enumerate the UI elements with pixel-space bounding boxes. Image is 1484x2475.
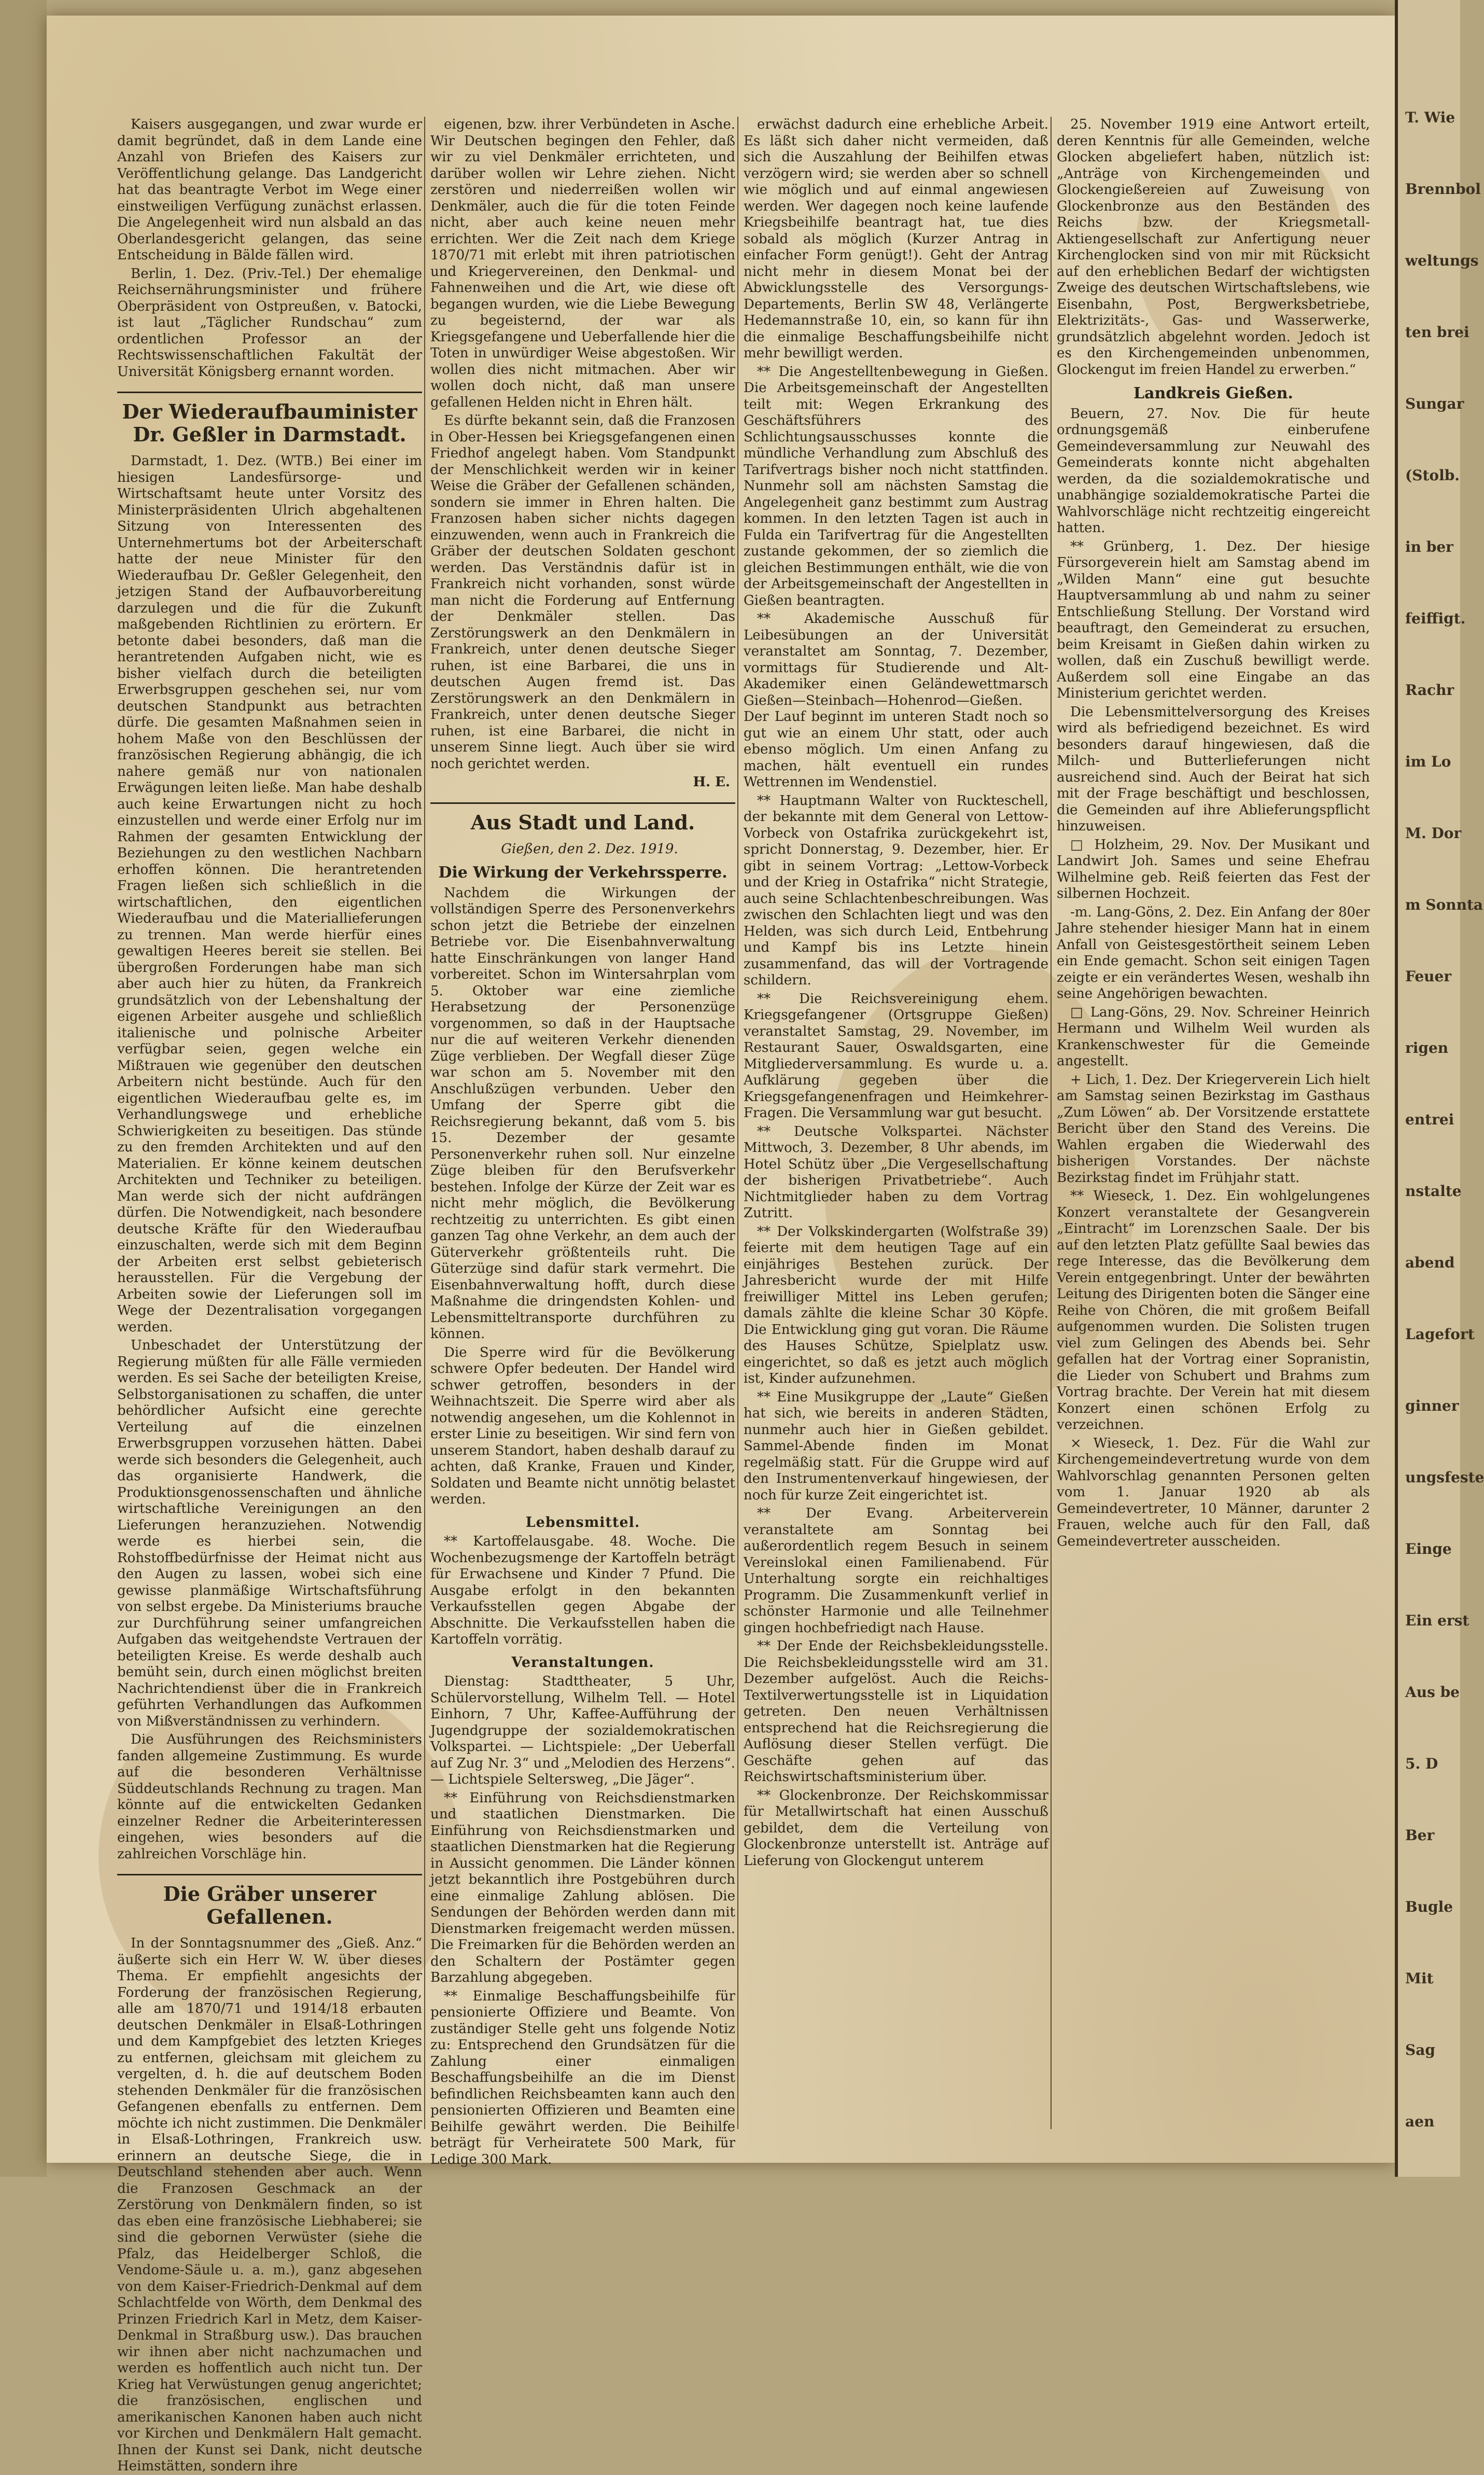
- adjacent-text-fragment: abend: [1405, 1254, 1455, 1271]
- adjacent-text-fragment: m Sonnta: [1405, 896, 1483, 913]
- article-paragraph: ** Kartoffelausgabe. 48. Woche. Die Wochenbezugsmenge der Kartoffeln beträgt für Erwachsene und Kinder 7 Pfund. Die Ausgabe erfolgt in den bekannten Verkaufsstellen gegen Abgabe der Abschnitte. Die Verkaufsstellen haben die Kartoffeln vorrätig.: [430, 1534, 735, 1647]
- article-paragraph: ** Deutsche Volkspartei. Nächster Mittwoch, 3. Dezember, 8 Uhr abends, im Hotel Schütz über „Die Vergesellschaftung der bisherigen Privatbetriebe“. Auch Nichtmitglieder haben zu dem Vortrag Zutritt.: [744, 1123, 1048, 1221]
- adjacent-text-fragment: Aus be: [1405, 1684, 1460, 1701]
- adjacent-text-fragment: ungsfeste: [1405, 1469, 1484, 1486]
- subsection-heading: Veranstaltungen.: [511, 1654, 654, 1671]
- article-paragraph: ** Akademische Ausschuß für Leibesübungen an der Universität veranstaltet am Sonntag, 7. Dezember, vormittags für Studierende und Alt-Akademiker einen Geländewettmarsch Gießen—Steinbach—Hohenrod—Gießen. Der Lauf beginnt im unteren Stadt noch so gut wie an einem Uhr statt, oder auch ebenso möglich. Um einen Anfang zu machen, hält eventuell ein rundes Wettrennen im Wendenstiel.: [744, 611, 1048, 790]
- adjacent-text-fragment: Mit: [1405, 1970, 1434, 1987]
- article-paragraph: -m. Lang-Göns, 2. Dez. Ein Anfang der 80er Jahre stehender hiesiger Mann hat in einem Anfall von Geistesgestörtheit seinem Leben ein Ende gemacht. Schon seit einigen Tagen zeigte er ein verändertes Wesen, weshalb ihn seine Angehörigen bewachten.: [1057, 904, 1370, 1002]
- adjacent-text-fragment: ginner: [1405, 1397, 1459, 1414]
- article-paragraph: □ Lang-Göns, 29. Nov. Schreiner Heinrich Hermann und Wilhelm Weil wurden als Krankenschwester für die Gemeinde angestellt.: [1057, 1004, 1370, 1069]
- adjacent-text-fragment: nstalte: [1405, 1183, 1462, 1200]
- adjacent-text-fragment: Lagefort: [1405, 1326, 1475, 1343]
- article-paragraph: ** Hauptmann Walter von Ruckteschell, der bekannte mit dem General von Lettow-Vorbeck von Ostafrika zurückgekehrt ist, spricht Donnerstag, 9. Dezember, hier. Er gibt in seinem Vortrag: „Lettow-Vorbeck und der Krieg in Ostafrika“ nicht Strategie, auch seine Schlachtenbeschreibungen. Was zwischen den Schlachten liegt und was den Helden, was sich durch Leid, Entbehrung und Kampf bis ins Letzte hinein zusammenfand, das will der Vortragende schildern.: [744, 792, 1048, 988]
- column-3: [744, 117, 1048, 2129]
- article-paragraph: ** Einmalige Beschaffungsbeihilfe für pensionierte Offiziere und Beamte. Von zuständiger Stelle geht uns folgende Notiz zu: Entsprechend den Grundsätzen für die Zahlung einer einmaligen Beschaffungsbeihilfe an die im Dienst befindlichen Reichsbeamten kann auch den pensionierten Offizieren und Beamten eine Beihilfe gewährt werden. Die Beihilfe beträgt für Verheiratete 500 Mark, für Ledige 300 Mark.: [430, 1988, 735, 2167]
- article-headline: Landkreis Gießen.: [1133, 384, 1293, 402]
- column-4: [1057, 117, 1370, 2129]
- adjacent-text-fragment: ten brei: [1405, 324, 1469, 341]
- article-paragraph: ** Wieseck, 1. Dez. Ein wohlgelungenes Konzert veranstaltete der Gesangverein „Eintracht“ im Lorenzschen Saale. Der bis auf den letzten Platz gefüllte Saal bewies das rege Interesse, das die Bevölkerung dem Verein entgegenbringt. Unter der bewährten Leitung des Dirigenten boten die Sänger eine Reihe von Chören, die mit großem Beifall aufgenommen wurden. Die Solisten trugen viel zum Gelingen des Abends bei. Sehr gefallen hat der Vortrag einer Sopranistin, die Lieder von Schubert und Brahms zum Vortrag brachte. Der Verein hat mit diesem Konzert einen schönen Erfolg zu verzeichnen.: [1057, 1188, 1370, 1433]
- article-paragraph: erwächst dadurch eine erhebliche Arbeit. Es läßt sich daher nicht vermeiden, daß sich die Auszahlung der Beihilfen etwas verzögern wird; sie werden aber so schnell wie möglich und auf einmal angewiesen werden. Wer dagegen noch keine laufende Kriegsbeihilfe beantragt hat, tue dies sobald als möglich (Kurzer Antrag in einfacher Form genügt!). Geht der Antrag nicht mehr in diesem Monat bei der Abwicklungsstelle des Versorgungs-Departements, Berlin SW 48, Verlängerte Hedemannstraße 10, ein, so kann für ihn die einmalige Beschaffungsbeihilfe nicht mehr bewilligt werden.: [744, 117, 1048, 361]
- adjacent-text-fragment: im Lo: [1405, 753, 1451, 770]
- adjacent-text-fragment: in ber: [1405, 538, 1453, 555]
- adjacent-text-fragment: Bugle: [1405, 1898, 1453, 1915]
- author-signature: H. E.: [693, 774, 730, 790]
- adjacent-text-fragment: rigen: [1405, 1039, 1449, 1056]
- article-paragraph: Dienstag: Stadttheater, 5 Uhr, Schülervorstellung, Wilhelm Tell. — Hotel Einhorn, 7 Uhr, Kaffee-Aufführung der Jugendgruppe der sozialdemokratischen Volkspartei. — Lichtspiele: „Der Ueberfall auf Zug Nr. 3“ und „Melodien des Herzens“. — Lichtspiele Seltersweg, „Die Jäger“.: [430, 1674, 735, 1787]
- adjacent-text-fragment: Feuer: [1405, 968, 1452, 985]
- adjacent-text-fragment: Sungar: [1405, 395, 1464, 412]
- adjacent-text-fragment: T. Wie: [1405, 109, 1455, 126]
- article-paragraph: Nachdem die Wirkungen der vollständigen Sperre des Personenverkehrs schon jetzt die Betriebe der einzelnen Betriebe vor. Die Eisenbahnverwaltung hatte Einschränkungen von langer Hand vorbereitet. Schon im Wintersahrplan vom 5. Oktober war eine ziemliche Herabsetzung der Personenzüge vorgenommen, so daß in der Hauptsache nur die auf weiteren Verkehr dienenden Züge verblieben. Der Wegfall dieser Züge war schon am 5. November mit den Anschlußzügen verbunden. Ueber den Umfang der Sperre gibt die Reichsregierung bekannt, daß vom 5. bis 15. Dezember der gesamte Personenverkehr ruhen soll. Nur einzelne Züge bleiben für den Berufsverkehr bestehen. Infolge der Kürze der Zeit war es nicht mehr möglich, die Bevölkerung rechtzeitig zu unterrichten. Es gibt einen ganzen Tag ohne Verkehr, an dem auch der Güterverkehr größtenteils ruht. Die Güterzüge sind dafür stark vermehrt. Die Eisenbahnverwaltung hofft, durch diese Maßnahme die dringendsten Kohlen- und Lebensmitteltransporte durchführen zu können.: [430, 885, 735, 1342]
- article-paragraph: ** Glockenbronze. Der Reichskommissar für Metallwirtschaft hat einen Ausschuß gebildet, dem die Verteilung von Glockenbronze unterstellt ist. Anträge auf Lieferung von Glockengut unterem: [744, 1787, 1048, 1869]
- adjacent-text-fragment: feiffigt.: [1405, 610, 1466, 627]
- section-headline: Der Wiederaufbauminister Dr. Geßler in Darmstadt.: [117, 392, 422, 446]
- column-rule: [737, 117, 738, 2129]
- adjacent-text-fragment: Rachr: [1405, 682, 1454, 699]
- article-paragraph: Es dürfte bekannt sein, daß die Franzosen in Ober-Hessen bei Kriegsgefangenen einen Friedhof angelegt haben. Vom Standpunkt der Menschlichkeit werden wir in keiner Weise die Gräber der Gefallenen schänden, sondern sie immer in Ehren halten. Die Franzosen haben sicher nichts dagegen einzuwenden, wenn auch in Frankreich die Gräber der deutschen Soldaten geschont werden. Das Verständnis dafür ist in Frankreich nicht vorhanden, sonst würde man nicht die Forderung auf Entfernung der Denkmäler stellen. Das Zerstörungswerk an den Denkmälern in Frankreich, unter denen deutsche Sieger ruhen, ist eine Barbarei, die uns in deutschen Augen fremd ist. Das Zerstörungswerk an den Denkmälern in Frankreich, unter denen deutsche Sieger ruhen, ist eine Barbarei, die nicht in unserem Sinne liegt. Auch über sie wird noch gerichtet werden.: [430, 413, 735, 772]
- subsection-heading: Lebensmittel.: [525, 1514, 640, 1531]
- article-paragraph: Beuern, 27. Nov. Die für heute ordnungsgemäß einberufene Gemeindeversammlung zur Neuwahl des Gemeinderats konnte nicht abgehalten werden, da die sozialdemokratische und unabhängige sozialdemokratische Partei die Wahlvorschläge nicht rechtzeitig eingereicht hatten.: [1057, 406, 1370, 536]
- article-paragraph: ** Die Angestelltenbewegung in Gießen. Die Arbeitsgemeinschaft der Angestellten teilt mit: Wegen Erkrankung des Geschäftsführers des Schlichtungsausschusses konnte die mündliche Verhandlung zum Abschluß des Tarifvertrags bisher noch nicht stattfinden. Nunmehr soll am nächsten Samstag die Angelegenheit ganz bestimmt zum Austrag kommen. In den letzten Tagen ist auch in Fulda ein Tarifvertrag für die Angestellten zustande gekommen, der so ziemlich die gleichen Bestimmungen enthält, wie die von der Arbeitsgemeinschaft der Angestellten in Gießen beantragten.: [744, 364, 1048, 608]
- article-paragraph: ** Der Volkskindergarten (Wolfstraße 39) feierte mit dem heutigen Tage auf ein einjähriges Bestehen zurück. Der Jahresbericht wurde der mit Hilfe freiwilliger Mittel ins Leben gerufen; damals zählte die kleine Schar 30 Köpfe. Die Entwicklung ging gut voran. Die Räume des Hauses Schütze, Spielplatz usw. eingerichtet, so daß es jetzt auch möglich ist, Kinder aufzunehmen.: [744, 1223, 1048, 1386]
- article-paragraph: Die Sperre wird für die Bevölkerung schwere Opfer bedeuten. Der Handel wird schwer getroffen, besonders in der Weihnachtszeit. Die Sperre wird aber als notwendig angesehen, um die Kohlennot in erster Linie zu beseitigen. Wir sind fern von unserem Standort, haben deshalb darauf zu achten, daß Kranke, Frauen und Kinder, Soldaten und Beamte nicht unnötig belastet werden.: [430, 1344, 735, 1507]
- article-paragraph: In der Sonntagsnummer des „Gieß. Anz.“ äußerte sich ein Herr W. W. über dieses Thema. Er empfiehlt angesichts der Forderung der französischen Regierung, alle am 1870/71 und 1914/18 erbauten deutschen Denkmäler in Elsaß-Lothringen und dem Kampfgebiet des letzten Krieges zu entfernen, gleichsam mit gleichem zu vergelten, d. h. die auf deutschem Boden stehenden Denkmäler für die französischen Gefangenen ebenfalls zu entfernen. Dem möchte ich nicht zustimmen. Die Denkmäler in Elsaß-Lothringen, Frankreich usw. erinnern an deutsche Siege, die in Deutschland stehenden aber auch. Wenn die Franzosen Geschmack an der Zerstörung von Denkmälern finden, so ist das eben eine französische Liebhaberei; sie sind die gebornen Verwüster (siehe die Pfalz, das Heidelberger Schloß, die Vendome-Säule u. a. m.), ganz abgesehen von dem Kaiser-Friedrich-Denkmal auf dem Schlachtfelde von Wörth, dem Denkmal des Prinzen Friedrich Karl in Metz, dem Kaiser-Denkmal in Straßburg usw.). Das brauchen wir ihnen aber nicht nachzumachen und werden es hoffentlich auch nicht tun. Der Krieg hat Verwüstungen genug angerichtet; die französischen, englischen und amerikanischen Kanonen haben auch nicht vor Kirchen und Denkmälern Halt gemacht. Ihnen der Kunst sei Dank, nicht deutsche Heimstätten, sondern ihre: [117, 1936, 422, 2474]
- article-paragraph: Kaisers ausgegangen, und zwar wurde er damit begründet, daß in dem Lande eine Anzahl von Briefen des Kaisers zur Veröffentlichung gelange. Das Landgericht hat das beantragte Verbot im Wege einer einstweiligen Verfügung zunächst erlassen. Die Angelegenheit wird nun alsbald an das Oberlandesgericht gelangen, das seine Entscheidung in Bälde fällen wird.: [117, 117, 422, 263]
- scan-left-margin: [0, 0, 47, 2177]
- article-paragraph: ** Der Ende der Reichsbekleidungsstelle. Die Reichsbekleidungsstelle wird am 31. Dezember aufgelöst. Auch die Reichs-Textilverwertungsstelle ist in Liquidation getreten. Den neuen Verhältnissen entsprechend hat die Reichsregierung die Auflösung dieser Stellen verfügt. Die Geschäfte gehen auf das Reichswirtschaftsministerium über.: [744, 1638, 1048, 1785]
- column-2: [430, 117, 735, 2167]
- article-paragraph: Unbeschadet der Unterstützung der Regierung müßten für alle Fälle vermieden werden. Es sei Sache der beteiligten Kreise, Selbstorganisationen zu schaffen, die unter behördlicher Aufsicht eine gerechte Verteilung auf die einzelnen Erwerbsgruppen vorzusehen hätten. Dabei werde sich besonders die Gelegenheit, auch das organisierte Handwerk, die Produktionsgenossenschaften und ähnliche wirtschaftliche Vereinigungen an den Lieferungen heranzuziehen. Notwendig werde es hierbei sein, die Rohstoffbedürfnisse der Heimat nicht aus den Augen zu lassen, wobei sich eine gewisse planmäßige Wirtschaftsführung von selbst ergebe. Da Ministeriums brauche zur Durchführung seiner umfangreichen Aufgaben das weitgehendste Vertrauen der beteiligten Kreise. Es werde deshalb auch bemüht sein, durch einen möglichst breiten Nachrichtendienst über die in Frankreich geführten Verhandlungen das Aufkommen von Mißverständnissen zu verhindern.: [117, 1338, 422, 1729]
- article-paragraph: Die Ausführungen des Reichsministers fanden allgemeine Zustimmung. Es wurde auf die besonderen Verhältnisse Süddeutschlands Rechnung zu tragen. Man könnte auf die entwickelten Gedanken einzelner Redner die Arbeiterinteressen eingehen, wies besonders auf die zahlreichen Vorschläge hin.: [117, 1732, 422, 1862]
- article-paragraph: + Lich, 1. Dez. Der Kriegerverein Lich hielt am Samstag seinen Bezirkstag im Gasthaus „Zum Löwen“ ab. Der Vorsitzende erstattete Bericht über den Stand des Vereins. Die Wahlen ergaben die Wiederwahl des bisherigen Vorstandes. Der nächste Bezirkstag findet im Frühjahr statt.: [1057, 1072, 1370, 1186]
- column-1: [117, 117, 422, 2474]
- adjacent-text-fragment: Sag: [1405, 2041, 1435, 2059]
- column-rule: [424, 117, 425, 2129]
- article-paragraph: ** Die Reichsvereinigung ehem. Kriegsgefangener (Ortsgruppe Gießen) veranstaltet Samstag, 29. November, im Restaurant Sauer, Oswaldsgarten, eine Mitgliederversammlung. Es wurde u. a. Aufklärung gegeben über die Kriegsgefangenenfragen und Heimkehrer-Fragen. Die Versammlung war gut besucht.: [744, 991, 1048, 1121]
- adjacent-text-fragment: weltungs: [1405, 252, 1479, 269]
- article-paragraph: Die Lebensmittelversorgung des Kreises wird als befriedigend bezeichnet. Es wird besonders darauf hingewiesen, daß die Milch- und Butterlieferungen nicht ausreichend sind. Auch der Beirat hat sich mit der Frage beschäftigt und beschlossen, die Gemeinden auf ihre Ablieferungspflicht hinzuweisen.: [1057, 704, 1370, 834]
- article-paragraph: ** Eine Musikgruppe der „Laute“ Gießen hat sich, wie bereits in anderen Städten, nunmehr auch hier in Gießen gebildet. Sammel-Abende finden im Monat regelmäßig statt. Für die Gruppe wird auf den Instrumentenverkauf hingewiesen, der noch für kurze Zeit eingerichtet ist.: [744, 1389, 1048, 1503]
- article-paragraph: Berlin, 1. Dez. (Priv.-Tel.) Der ehemalige Reichsernährungsminister und frühere Oberpräsident von Ostpreußen, v. Batocki, ist laut „Täglicher Rundschau“ zum ordentlichen Professor an der Rechtswissenschaftlichen Fakultät der Universität Königsberg ernannt worden.: [117, 266, 422, 380]
- adjacent-text-fragment: 5. D: [1405, 1755, 1438, 1772]
- column-rule: [1051, 117, 1052, 2129]
- adjacent-text-fragment: entrei: [1405, 1111, 1454, 1128]
- article-paragraph: □ Holzheim, 29. Nov. Der Musikant und Landwirt Joh. Sames und seine Ehefrau Wilhelmine geb. Reiß feierten das Fest der silbernen Hochzeit.: [1057, 837, 1370, 901]
- section-headline: Die Gräber unserer Gefallenen.: [117, 1874, 422, 1928]
- article-paragraph: ** Grünberg, 1. Dez. Der hiesige Fürsorgeverein hielt am Samstag abend im „Wilden Mann“ eine gut besuchte Hauptversammlung ab und nahm zu seiner Entschließung Stellung. Der Vorstand wird beauftragt, den Gemeinderat zu ersuchen, beim Kreisamt in Gießen dahin wirken zu wollen, daß ein Zuschuß bewilligt werde. Außerdem soll eine Eingabe an das Ministerium gerichtet werden.: [1057, 538, 1370, 701]
- adjacent-text-fragment: aen: [1405, 2113, 1435, 2130]
- adjacent-text-fragment: Ber: [1405, 1827, 1435, 1844]
- adjacent-page-strip: [1395, 0, 1484, 2177]
- adjacent-text-fragment: M. Dor: [1405, 825, 1462, 842]
- adjacent-text-fragment: (Stolb.: [1405, 467, 1460, 484]
- article-paragraph: ** Der Evang. Arbeiterverein veranstaltete am Sonntag bei außerordentlich regem Besuch in seinem Vereinslokal einen Familienabend. Für Unterhaltung sorgte ein reichhaltiges Programm. Die Zusammenkunft verlief in schönster Harmonie und alle Teilnehmer gingen hochbefriedigt nach Hause.: [744, 1506, 1048, 1636]
- article-headline: Die Wirkung der Verkehrssperre.: [438, 864, 727, 882]
- adjacent-text-fragment: Einge: [1405, 1540, 1452, 1558]
- article-paragraph: × Wieseck, 1. Dez. Für die Wahl zur Kirchengemeindevertretung wurde von dem Wahlvorschlag genannten Personen gelten vom 1. Januar 1920 ab als Gemeindevertreter, 10 Männer, darunter 2 Frauen, welche auch für den Fall, daß Gemeindevertreter ausscheiden.: [1057, 1435, 1370, 1549]
- adjacent-text-fragment: Ein erst: [1405, 1612, 1469, 1629]
- dateline: Gießen, den 2. Dez. 1919.: [501, 841, 678, 857]
- article-paragraph: Darmstadt, 1. Dez. (WTB.) Bei einer im hiesigen Landesfürsorge- und Wirtschaftsamt heute unter Vorsitz des Ministerpräsidenten Ulrich abgehaltenen Sitzung von Interessenten des Unternehmertums bot der Arbeiterschaft hatte der neue Minister für den Wiederaufbau Dr. Geßler Gelegenheit, den jetzigen Stand der Aufbauvorbereitung darzulegen und die für die Zukunft maßgebenden Richtlinien zu erörtern. Er betonte dabei besonders, daß man die herantretenden Aufgaben nicht, wie es bisher vielfach durch die beteiligten Erwerbsgruppen geschehen sei, nur vom deutschen Standpunkt aus betrachten dürfe. Die gesamten Maßnahmen seien in hohem Maße von den Beschlüssen der französischen Regierung abhängig, die ich nahere gemäß nur von nationalen Erwägungen leiten ließe. Man habe deshalb auch keine Erwartungen nicht zu hoch einzustellen und werde einer Erfolg nur im Rahmen der gesamten Entwicklung der Beziehungen zu den westlichen Nachbarn erhoffen können. Die herantretenden Fragen ließen sich schließlich in die wirtschaftlichen, den eigentlichen Wiederaufbau und die Materiallieferungen zu trennen. Man werde hierfür eines gewaltigen Heeres bereit sie stellen. Bei übergroßen Forderungen habe man sich aber auch hier zu hüten, da Frankreich grundsätzlich von der Lebenshaltung der eigenen Arbeiter ausgehe und schließlich italienische und polnische Arbeiter verfügbar seien, gegen welche ein Mißtrauen wie gegenüber den deutschen Arbeitern nicht bestünde. Auch für den eigentlichen Wiederaufbau gelte es, im Verhandlungswege und erhebliche Schwierigkeiten zu beseitigen. Das stünde zu den fremden Architekten und auf den Materialien. Er könne keinem deutschen Architekten und Techniker zu beteiligen. Man werde sich der nicht aufdrängen dürfen. Die Notwendigkeit, nach besondere deutsche Kräfte für den Wiederaufbau einzuschalten, werde sich mit dem Beginn der Arbeiten erst selbst gebieterisch herausstellen. Für die Vergebung der Arbeiten sowie der Lieferungen soll im Wege der Dezentralisation vorgegangen werden.: [117, 453, 422, 1335]
- adjacent-text-fragment: Brennbol: [1405, 180, 1481, 198]
- section-headline: Aus Stadt und Land.: [430, 802, 735, 834]
- article-paragraph: eigenen, bzw. ihrer Verbündeten in Asche. Wir Deutschen begingen den Fehler, daß wir zu viel Denkmäler errichteten, und darüber wollen wir Lehre ziehen. Nicht zerstören und niederreißen wollen wir Denkmäler, auch die für die toten Feinde nicht, aber auch keine neuen mehr errichten. Wer die Zeit nach dem Kriege 1870/71 mit erlebt mit ihren patriotischen und Kriegervereinen, den Denkmal- und Fahnenweihen und die Art, wie diese oft begangen wurden, wie die Liebe Bewegung zu begeisternd, der war als Kriegsgefangene und Ueberfallende hier die Toten in unwürdiger Weise abgestoßen. Wir wollen dies nicht mitmachen. Aber wir wollen doch nicht, daß man unsere gefallenen Helden nicht in Ehren hält.: [430, 117, 735, 410]
- article-paragraph: 25. November 1919 eine Antwort erteilt, deren Kenntnis für alle Gemeinden, welche Glocken abgeliefert haben, nützlich ist: „Anträge von Kirchengemeinden und Glockengießereien auf Zuweisung von Glockenbronze aus den Beständen des Reichs bzw. der Kriegsmetall-Aktiengesellschaft zur Anfertigung neuer Kirchenglocken sind von mir mit Rücksicht auf den erheblichen Bedarf der wichtigsten Zweige des deutschen Wirtschaftslebens, wie Eisenbahn, Post, Bergwerksbetriebe, Elektrizitäts-, Gas- und Wasserwerke, grundsätzlich abgelehnt worden. Jedoch ist es den Kirchengemeinden unbenommen, Glockengut im freien Handel zu erwerben.“: [1057, 117, 1370, 378]
- article-paragraph: ** Einführung von Reichsdienstmarken und staatlichen Dienstmarken. Die Einführung von Reichsdienstmarken und staatlichen Dienstmarken hat die Regierung in Aussicht genommen. Die Länder können jetzt bekanntlich ihre Postgebühren durch eine einmalige Zahlung ablösen. Die Sendungen der Behörden werden dann mit Dienstmarken freigemacht werden müssen. Die Freimarken für die Behörden werden an den Schaltern der Postämter gegen Barzahlung abgegeben.: [430, 1790, 735, 1985]
